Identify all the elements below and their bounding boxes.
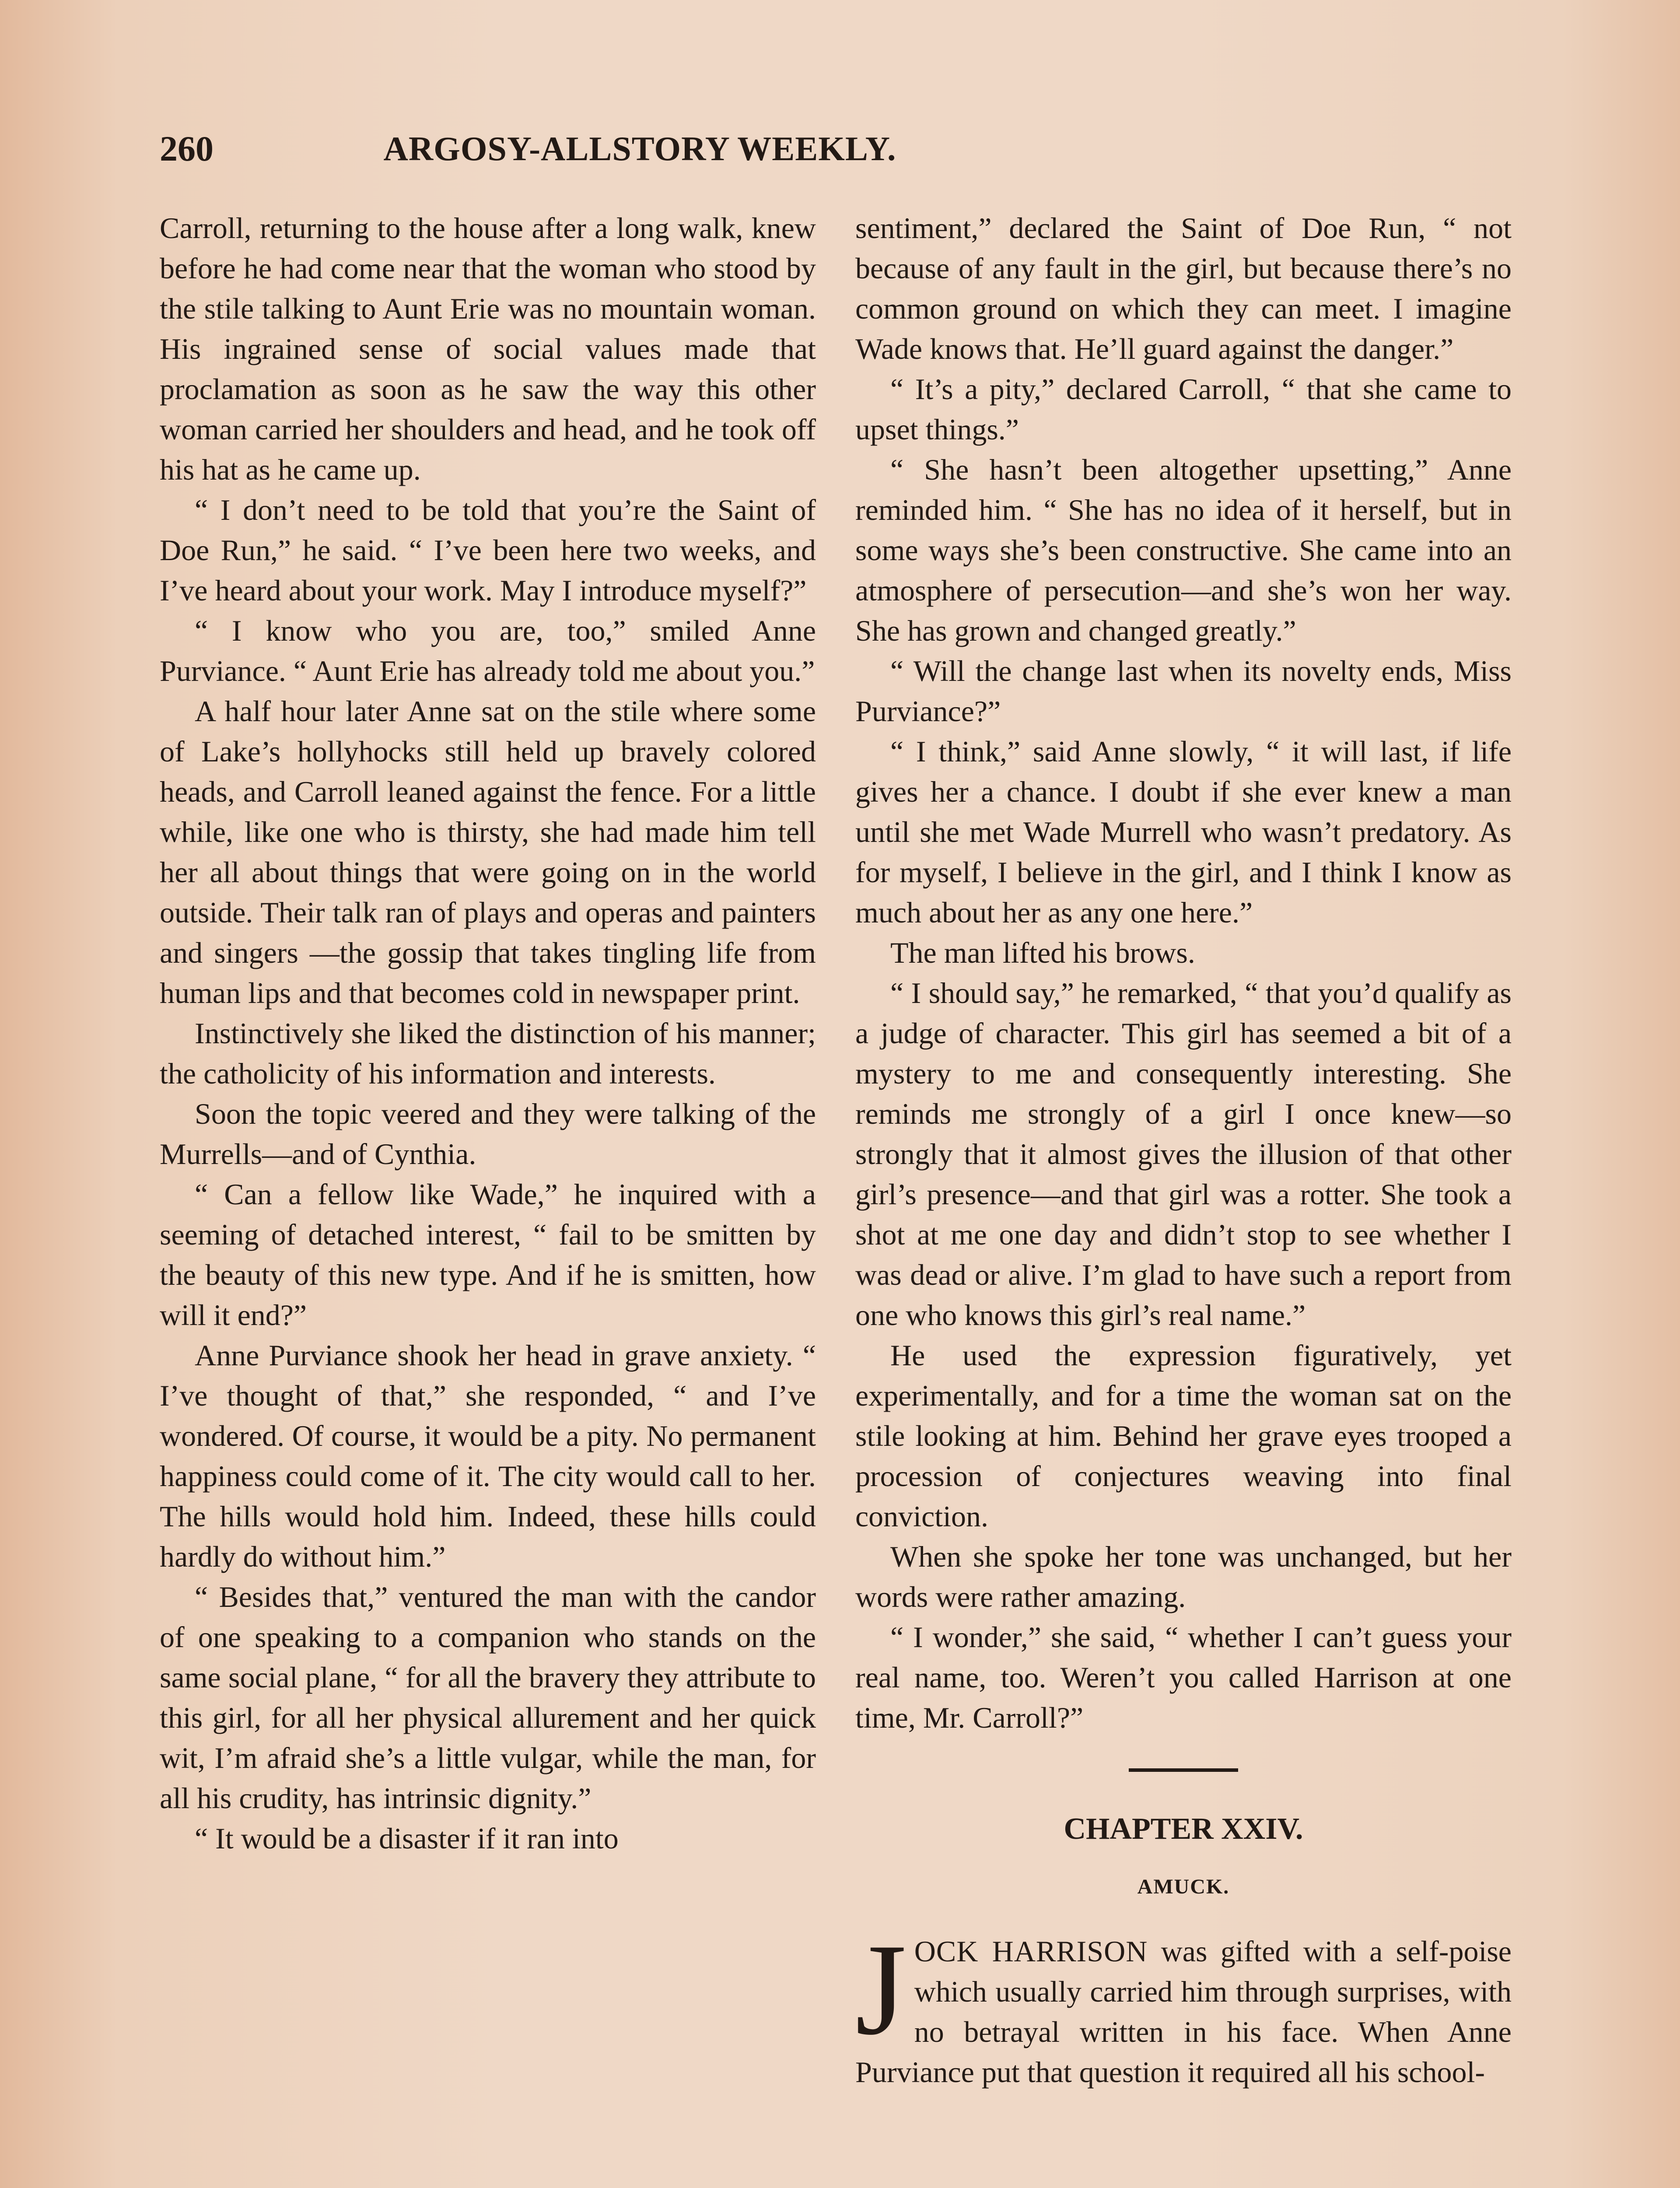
- right-column: [855, 208, 1512, 2092]
- paragraph: “ I should say,” he remarked, “ that you’d qualify as a judge of character. This girl has seemed a bit of a mystery to me and consequently interesting. She reminds me strongly of a girl I once knew—so strongly that it almost gives the illusion of that other girl’s presence—and that girl was a rotter. She took a shot at me one day and didn’t stop to see whether I was dead or alive. I’m glad to have such a report from one who knows this girl’s real name.”: [855, 976, 1512, 1332]
- paragraph: “ It would be a disaster if it ran into: [195, 1822, 619, 1855]
- paragraph: “ Can a fellow like Wade,” he inquired with a seeming of detached interest, “ fail to be smitten by the beauty of this new type. And if he is smitten, how will it end?”: [160, 1178, 816, 1332]
- paragraph: “ It’s a pity,” declared Carroll, “ that she came to upset things.”: [855, 372, 1512, 446]
- paragraph: Soon the topic veered and they were talking of the Murrells—and of Cynthia.: [160, 1097, 816, 1171]
- paragraph: “ I don’t need to be told that you’re the Saint of Doe Run,” he said. “ I’ve been here two weeks, and I’ve heard about your work. May I introduce myself?”: [160, 493, 816, 607]
- paragraph: “ Will the change last when its novelty ends, Miss Purviance?”: [855, 654, 1512, 728]
- paragraph: Anne Purviance shook her head in grave anxiety. “ I’ve thought of that,” she responded, “ and I’ve wondered. Of course, it would be a pity. No permanent happiness could come of it. The city would call to her. The hills would hold him. Indeed, these hills could hardly do without him.”: [160, 1339, 816, 1573]
- chapter-subtitle: AMUCK.: [1137, 1875, 1230, 1898]
- paragraph: A half hour later Anne sat on the stile where some of Lake’s hollyhocks still held up bravely colored heads, and Carroll leaned against the fence. For a little while, like one who is thirsty, she had made him tell her all about things that were going on in the world outside. Their talk ran of plays and operas and painters and singers —the gossip that takes tingling life from human lips and that becomes cold in newspaper print.: [160, 694, 816, 1010]
- paragraph: “ I know who you are, too,” smiled Anne Purviance. “ Aunt Erie has already told me about you.”: [160, 614, 816, 687]
- paragraph: “ I think,” said Anne slowly, “ it will last, if life gives her a chance. I doubt if she ever knew a man until she met Wade Murrell who wasn’t predatory. As for myself, I believe in the girl, and I think I know as much about her as any one here.”: [855, 735, 1512, 929]
- paragraph: “ Besides that,” ventured the man with the candor of one speaking to a companion who stands on the same social plane, “ for all the bravery they attribute to this girl, for all her physical allurement and her quick wit, I’m afraid she’s a little vulgar, while the man, for all his crudity, has intrinsic dignity.”: [160, 1580, 816, 1815]
- left-column: [160, 208, 816, 1858]
- paragraph: The man lifted his brows.: [890, 936, 1195, 969]
- section-divider: [1129, 1768, 1238, 1772]
- paragraph: Carroll, returning to the house after a long walk, knew before he had come near that the woman who stood by the stile talking to Aunt Erie was no mountain woman. His ingrained sense of social values made that proclamation as soon as he saw the way this other woman carried her shoulders and head, and he took off his hat as he came up.: [160, 211, 816, 486]
- page-number: 260: [160, 129, 214, 168]
- running-title: ARGOSY-ALLSTORY WEEKLY.: [383, 130, 896, 168]
- paragraph: He used the expression figuratively, yet experimentally, and for a time the woman sat on the stile looking at him. Behind her grave eyes trooped a procession of conjectures weaving into final conviction.: [855, 1339, 1512, 1533]
- chapter-title: CHAPTER XXIV.: [1064, 1812, 1303, 1846]
- paragraph: “ She hasn’t been altogether upsetting,” Anne reminded him. “ She has no idea of it herself, but in some ways she’s been constructive. She came into an atmosphere of persecution—and she’s won her way. She has grown and changed greatly.”: [855, 453, 1512, 647]
- page-header: [160, 125, 1120, 173]
- chapter-opening-paragraph: [855, 1917, 1512, 2092]
- opening-words: OCK HARRISON: [914, 1935, 1148, 1968]
- drop-cap: J: [855, 1917, 906, 2062]
- paragraph: When she spoke her tone was unchanged, but her words were rather amazing.: [855, 1540, 1512, 1613]
- paragraph: sentiment,” declared the Saint of Doe Run, “ not because of any fault in the girl, but because there’s no common ground on which they can meet. I imagine Wade knows that. He’ll guard against the danger.”: [855, 211, 1512, 365]
- paragraph: Instinctively she liked the distinction of his manner; the catholicity of his information and interests.: [160, 1017, 816, 1090]
- paragraph: “ I wonder,” she said, “ whether I can’t guess your real name, too. Weren’t you called Harrison at one time, Mr. Carroll?”: [855, 1620, 1512, 1734]
- opening-text: was gifted with a self-poise which usually carried him through surprises, with no betrayal written in his face. When Anne Purviance put that question it required all his school-: [855, 1935, 1512, 2089]
